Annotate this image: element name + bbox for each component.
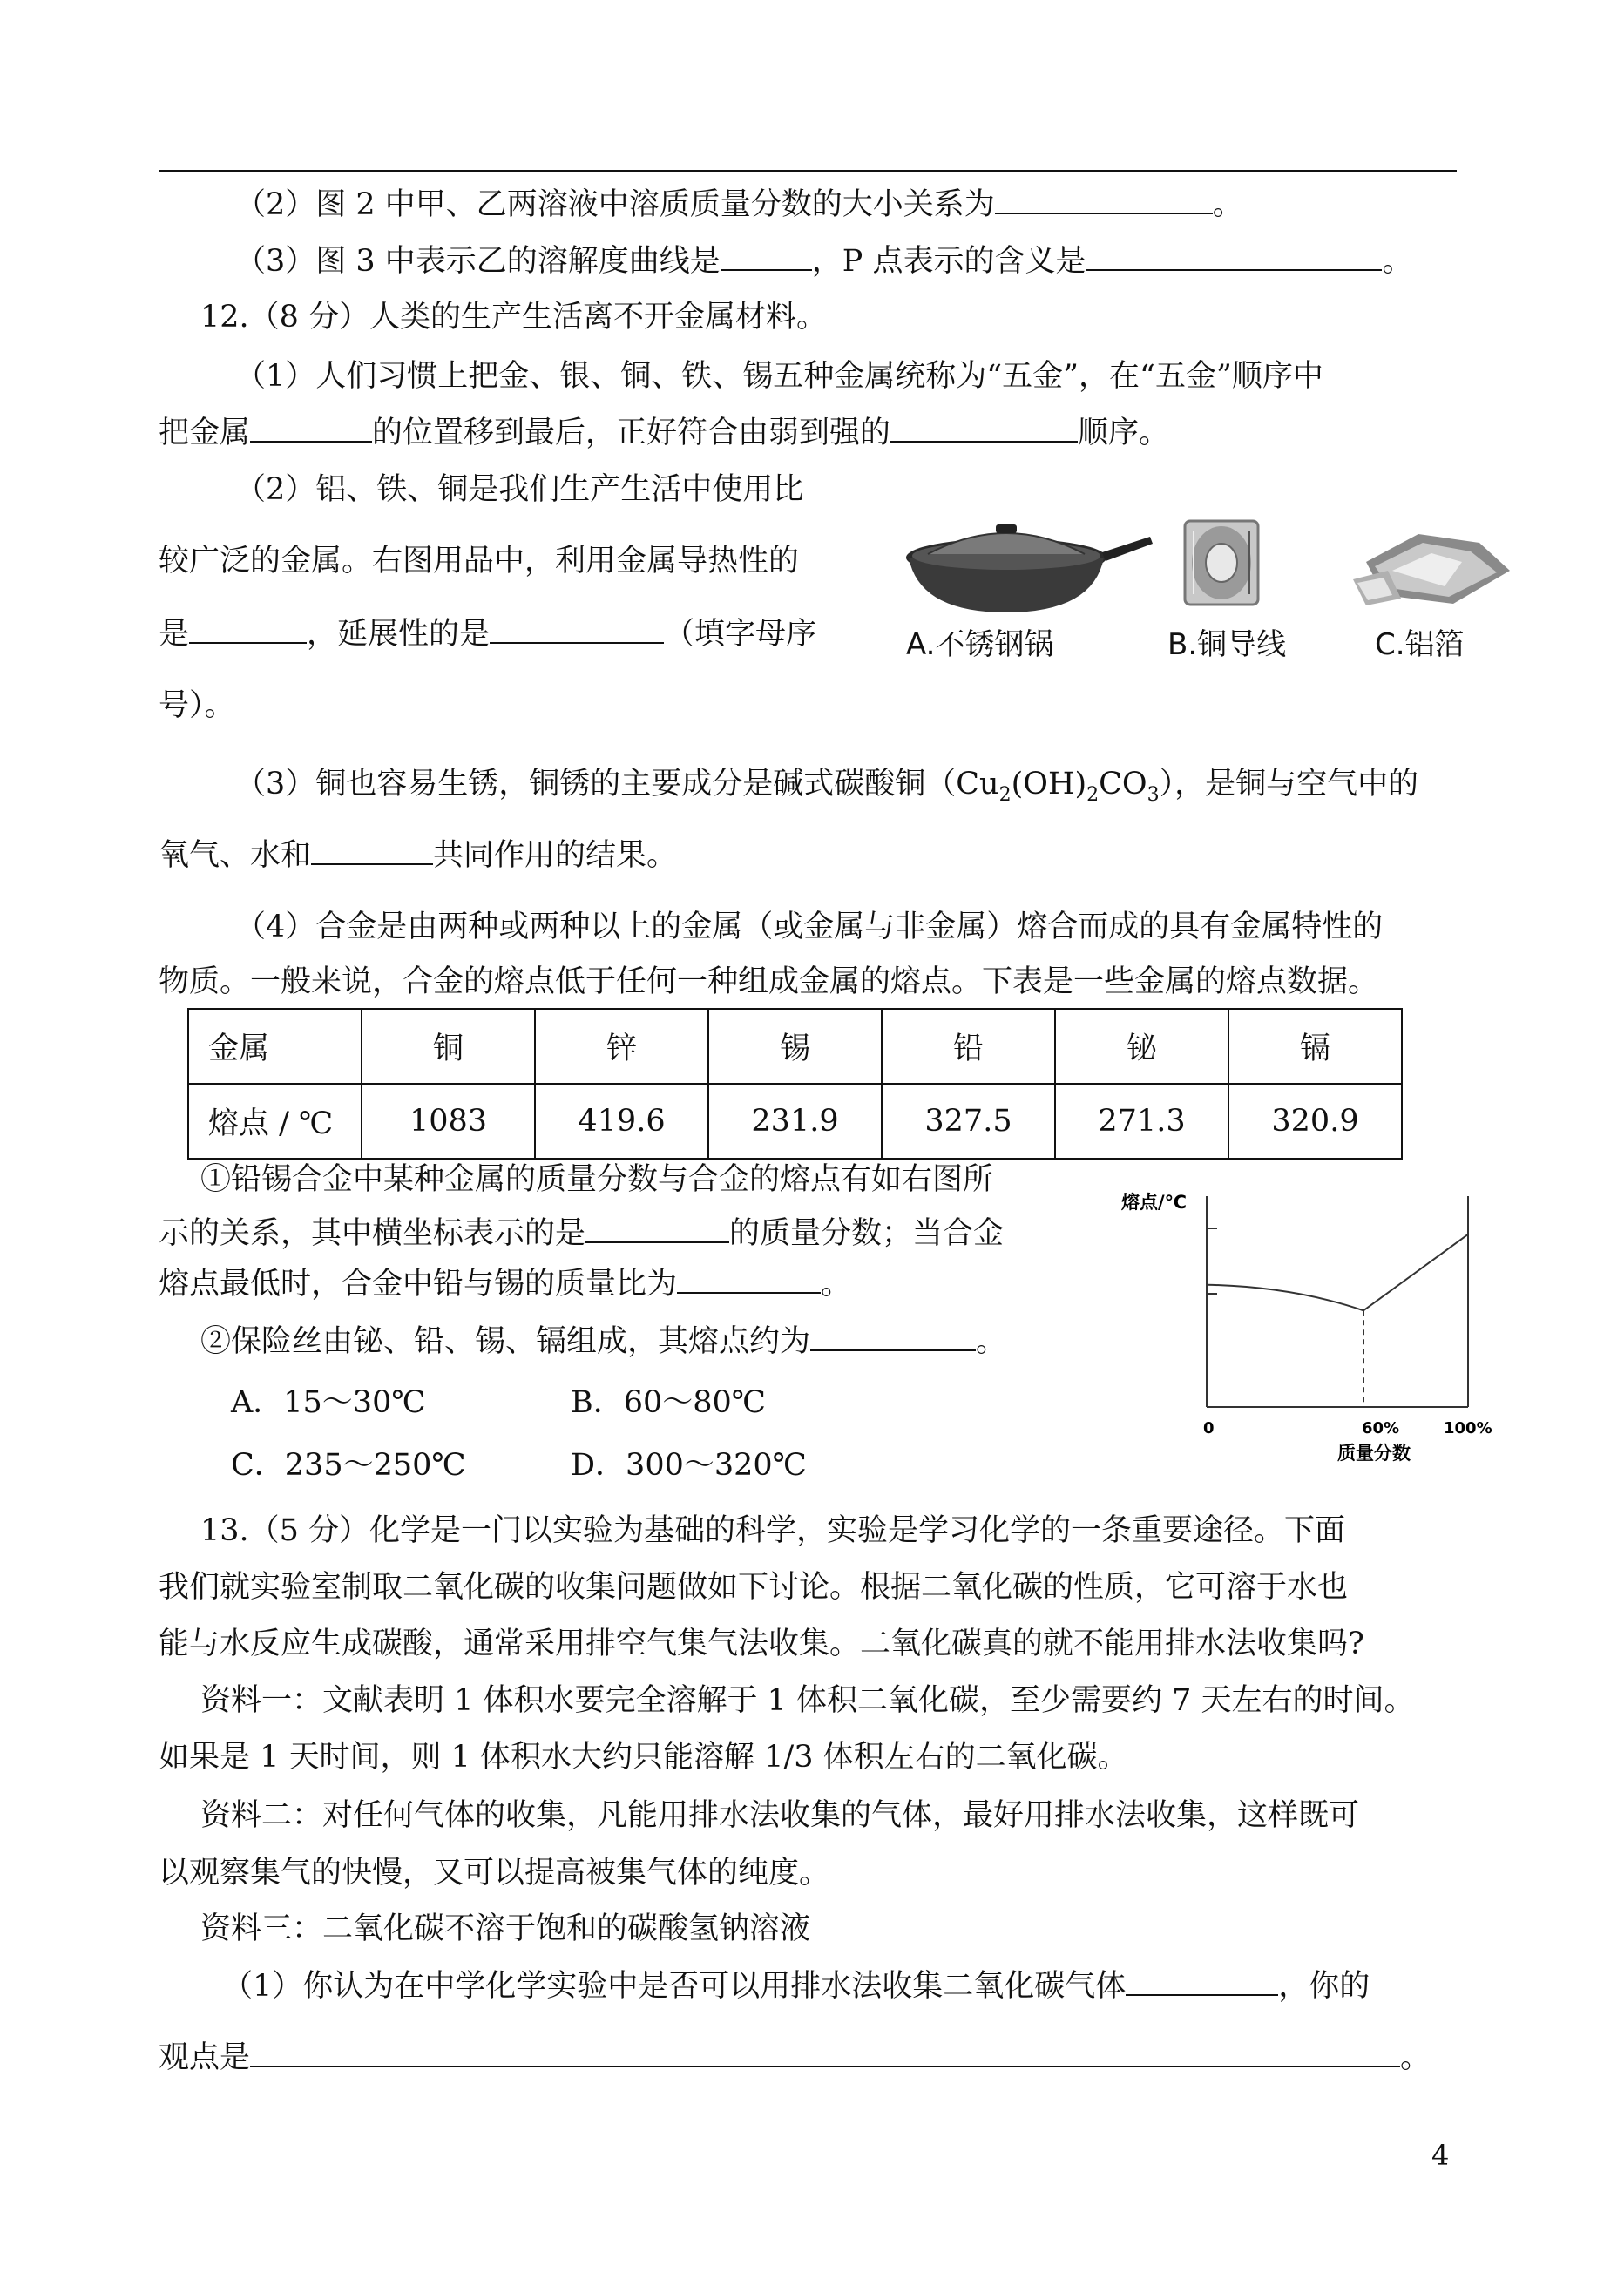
- q12-p4-line2: 物质。一般来说，合金的熔点低于任何一种组成金属的熔点。下表是一些金属的熔点数据。: [159, 964, 1379, 999]
- answer-blank[interactable]: [677, 1266, 821, 1294]
- alloy-melting-chart: [1120, 1180, 1494, 1468]
- table-cell: 1083: [362, 1084, 535, 1159]
- q12-p2-line2: 较广泛的金属。右图用品中，利用金属导热性的: [159, 544, 800, 578]
- header-rule: [159, 170, 1457, 172]
- option-d: D．300～320℃: [571, 1448, 807, 1483]
- chart-xtick-0: 0: [1203, 1419, 1215, 1437]
- q12-p2-line3: 是 ，延展性的是 （填字母序: [159, 617, 817, 652]
- q12-p2-line4: 号）。: [159, 688, 235, 723]
- q12-p3-line2: 氧气、水和 共同作用的结果。: [159, 838, 678, 873]
- table-cell: 419.6: [535, 1084, 708, 1159]
- table-cell: 231.9: [708, 1084, 882, 1159]
- table-cell: 271.3: [1055, 1084, 1228, 1159]
- table-cell: 锡: [708, 1009, 882, 1084]
- item-label-b: B.铜导线: [1167, 627, 1287, 662]
- answer-blank[interactable]: [810, 1323, 976, 1351]
- answer-blank[interactable]: [995, 186, 1213, 214]
- q12-p3-line1: （3）铜也容易生锈，铜锈的主要成分是碱式碳酸铜$(Cu_2(OH)_2CO_3)$，是铜与空气中的: [235, 767, 1419, 806]
- answer-blank[interactable]: [721, 243, 812, 271]
- answer-blank[interactable]: [250, 415, 372, 443]
- answer-blank[interactable]: [585, 1215, 729, 1243]
- table-row: [188, 1084, 1402, 1159]
- q11-part2: （2）图 2 中甲、乙两溶液中溶质质量分数的大小关系为 。: [235, 187, 1243, 222]
- q12-p4-line1: （4）合金是由两种或两种以上的金属（或金属与非金属）熔合而成的具有金属特性的: [235, 910, 1384, 944]
- chart-series-line: [1207, 1234, 1468, 1310]
- melting-point-table: [187, 1008, 1403, 1160]
- table-cell: 铜: [362, 1009, 535, 1084]
- q13-ref2-line2: 以观察集气的快慢，又可以提高被集气体的纯度。: [159, 1856, 830, 1891]
- q13-line1: 13.（5 分）化学是一门以实验为基础的科学，实验是学习化学的一条重要途径。下面: [200, 1513, 1346, 1548]
- wok-icon: [893, 504, 1154, 626]
- q13-ref2-line1: 资料二：对任何气体的收集，凡能用排水法收集的气体，最好用排水法收集，这样既可: [200, 1798, 1360, 1833]
- answer-blank[interactable]: [890, 415, 1078, 443]
- table-cell: 铅: [882, 1009, 1055, 1084]
- answer-blank[interactable]: [311, 837, 433, 865]
- q12-sub1-line1: ①铅锡合金中某种金属的质量分数与合金的熔点有如右图所: [200, 1162, 994, 1197]
- table-row-header: 熔点 / ℃: [188, 1084, 362, 1159]
- table-cell: 320.9: [1228, 1084, 1402, 1159]
- table-cell: 铋: [1055, 1009, 1228, 1084]
- q13-line3: 能与水反应生成碳酸，通常采用排空气集气法收集。二氧化碳真的就不能用排水法收集吗?: [159, 1627, 1364, 1661]
- answer-blank[interactable]: [250, 2039, 1400, 2067]
- chart-xlabel: 质量分数: [1337, 1443, 1411, 1464]
- item-label-a: A.不锈钢锅: [906, 627, 1054, 662]
- q12-p1-line2: 把金属 的位置移到最后，正好符合由弱到强的 顺序。: [159, 416, 1170, 450]
- option-c: C．235～250℃: [231, 1448, 466, 1483]
- q13-ref3: 资料三：二氧化碳不溶于饱和的碳酸氢钠溶液: [200, 1911, 811, 1946]
- q12-sub1-line2: 示的关系，其中横坐标表示的是 的质量分数；当合金: [159, 1216, 1005, 1251]
- answer-blank[interactable]: [490, 616, 664, 644]
- foil-icon: [1349, 518, 1519, 614]
- option-b: B．60～80℃: [571, 1385, 766, 1420]
- table-cell: 镉: [1228, 1009, 1402, 1084]
- q12-p1-line1: （1）人们习惯上把金、银、铜、铁、锡五种金属统称为“五金”，在“五金”顺序中: [235, 359, 1323, 394]
- chart-ylabel: 熔点/℃: [1121, 1192, 1188, 1213]
- table-cell: 327.5: [882, 1084, 1055, 1159]
- answer-blank[interactable]: [1086, 243, 1382, 271]
- q13-q1-line1: （1）你认为在中学化学实验中是否可以用排水法收集二氧化碳气体 ，你的: [222, 1969, 1370, 2004]
- chart-xtick-100: 100%: [1444, 1419, 1492, 1437]
- page-number: 4: [1431, 2139, 1450, 2172]
- chart-xtick-60: 60%: [1362, 1419, 1400, 1437]
- q13-ref1-line2: 如果是 1 天时间，则 1 体积水大约只能溶解 1/3 体积左右的二氧化碳。: [159, 1740, 1128, 1775]
- q13-q1-line2: 观点是 。: [159, 2040, 1431, 2075]
- answer-blank[interactable]: [189, 616, 307, 644]
- q13-line2: 我们就实验室制取二氧化碳的收集问题做如下讨论。根据二氧化碳的性质，它可溶于水也: [159, 1570, 1349, 1605]
- item-label-c: C.铝箔: [1375, 627, 1465, 662]
- q12-sub1-line3: 熔点最低时，合金中铅与锡的质量比为 。: [159, 1267, 852, 1302]
- table-cell: 锌: [535, 1009, 708, 1084]
- table-row: [188, 1009, 1402, 1084]
- q12-sub2: ②保险丝由铋、铅、锡、镉组成，其熔点约为 。: [200, 1324, 1007, 1359]
- q12-title: 12.（8 分）人类的生产生活离不开金属材料。: [200, 300, 828, 335]
- q13-ref1-line1: 资料一：文献表明 1 体积水要完全溶解于 1 体积二氧化碳，至少需要约 7 天左右的时间。: [200, 1683, 1415, 1718]
- wire-spool-icon: [1174, 514, 1269, 612]
- q12-p2-line1: （2）铝、铁、铜是我们生产生活中使用比: [235, 472, 804, 507]
- answer-blank[interactable]: [1126, 1968, 1278, 1996]
- option-a: A．15～30℃: [231, 1385, 426, 1420]
- q11-part3: （3）图 3 中表示乙的溶解度曲线是 ，P 点表示的含义是 。: [235, 244, 1413, 279]
- table-row-header: 金属: [188, 1009, 362, 1084]
